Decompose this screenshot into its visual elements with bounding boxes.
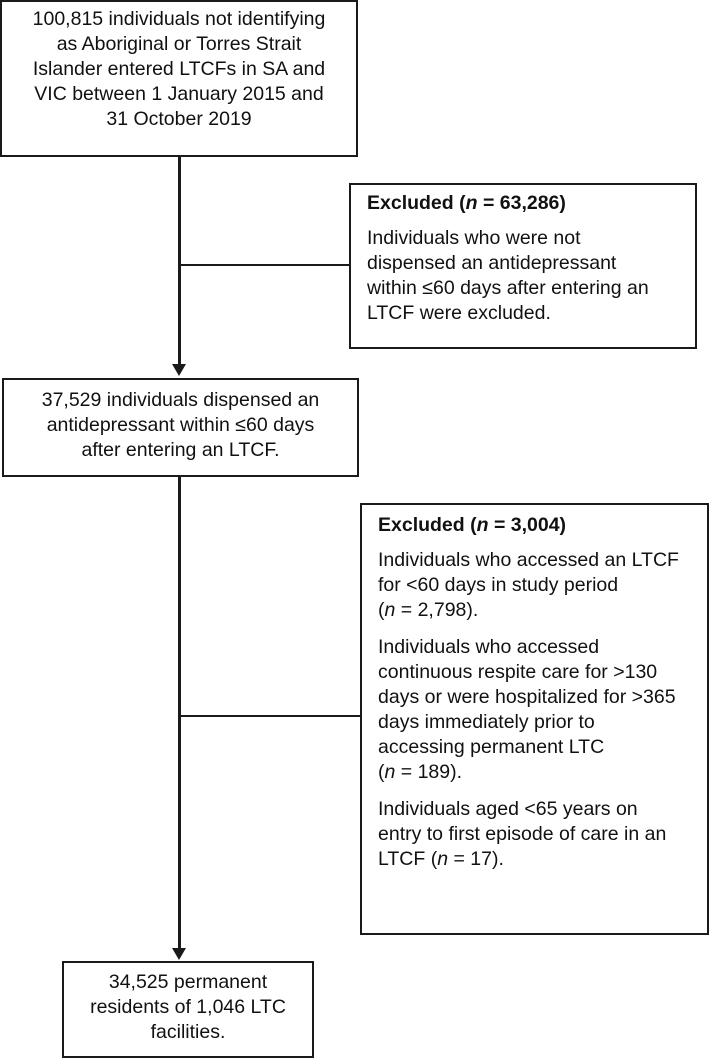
initial-population-line-3: Islander entered LTCFs in SA and xyxy=(32,58,326,80)
exclusion-title-2: Excluded (n = 3,004) xyxy=(378,514,567,536)
initial-population-line-2: as Aboriginal or Torres Strait xyxy=(56,33,302,55)
final-cohort-line-3: facilities. xyxy=(150,1021,226,1043)
exclusion-title-1: Excluded (n = 63,286) xyxy=(367,192,566,214)
exclusion-2-item-1: Individuals who accessed an LTCF for <60 days in study period (n = 2,798). xyxy=(378,549,679,621)
exclusion-2-item-3: Individuals aged <65 years on entry to first episode of care in an LTCF (n = 17). xyxy=(378,798,667,870)
final-cohort-line-1: 34,525 permanent xyxy=(108,971,268,993)
exclusion-box-1 xyxy=(349,183,697,349)
antidepressant-line-2: antidepressant within ≤60 days xyxy=(46,414,315,436)
arrow-head-1 xyxy=(172,364,186,376)
exclusion-connector-2 xyxy=(178,715,362,717)
antidepressant-line-3: after entering an LTCF. xyxy=(81,439,280,461)
initial-population-box xyxy=(0,0,358,157)
arrow-head-2 xyxy=(172,948,186,960)
main-connector-2 xyxy=(178,476,181,948)
final-cohort-line-2: residents of 1,046 LTC xyxy=(90,996,286,1018)
exclusion-connector-1 xyxy=(178,264,351,266)
antidepressant-line-1: 37,529 individuals dispensed an xyxy=(41,389,320,411)
main-connector-1 xyxy=(178,155,181,365)
initial-population-line-4: VIC between 1 January 2015 and xyxy=(34,83,324,105)
initial-population-line-5: 31 October 2019 xyxy=(106,108,252,130)
exclusion-1-text: Individuals who were not dispensed an antidepressant within ≤60 days after entering an LTCF were excluded. xyxy=(367,227,649,324)
final-cohort-box xyxy=(62,961,314,1058)
exclusion-box-2 xyxy=(360,503,709,935)
initial-population-line-1: 100,815 individuals not identifying xyxy=(32,8,326,30)
exclusion-2-item-2: Individuals who accessed continuous respite care for >130 days or were hospitalized for >365 days immediately prior to accessing permanent LTC (n = 189). xyxy=(378,636,676,783)
antidepressant-population-box xyxy=(2,378,359,477)
